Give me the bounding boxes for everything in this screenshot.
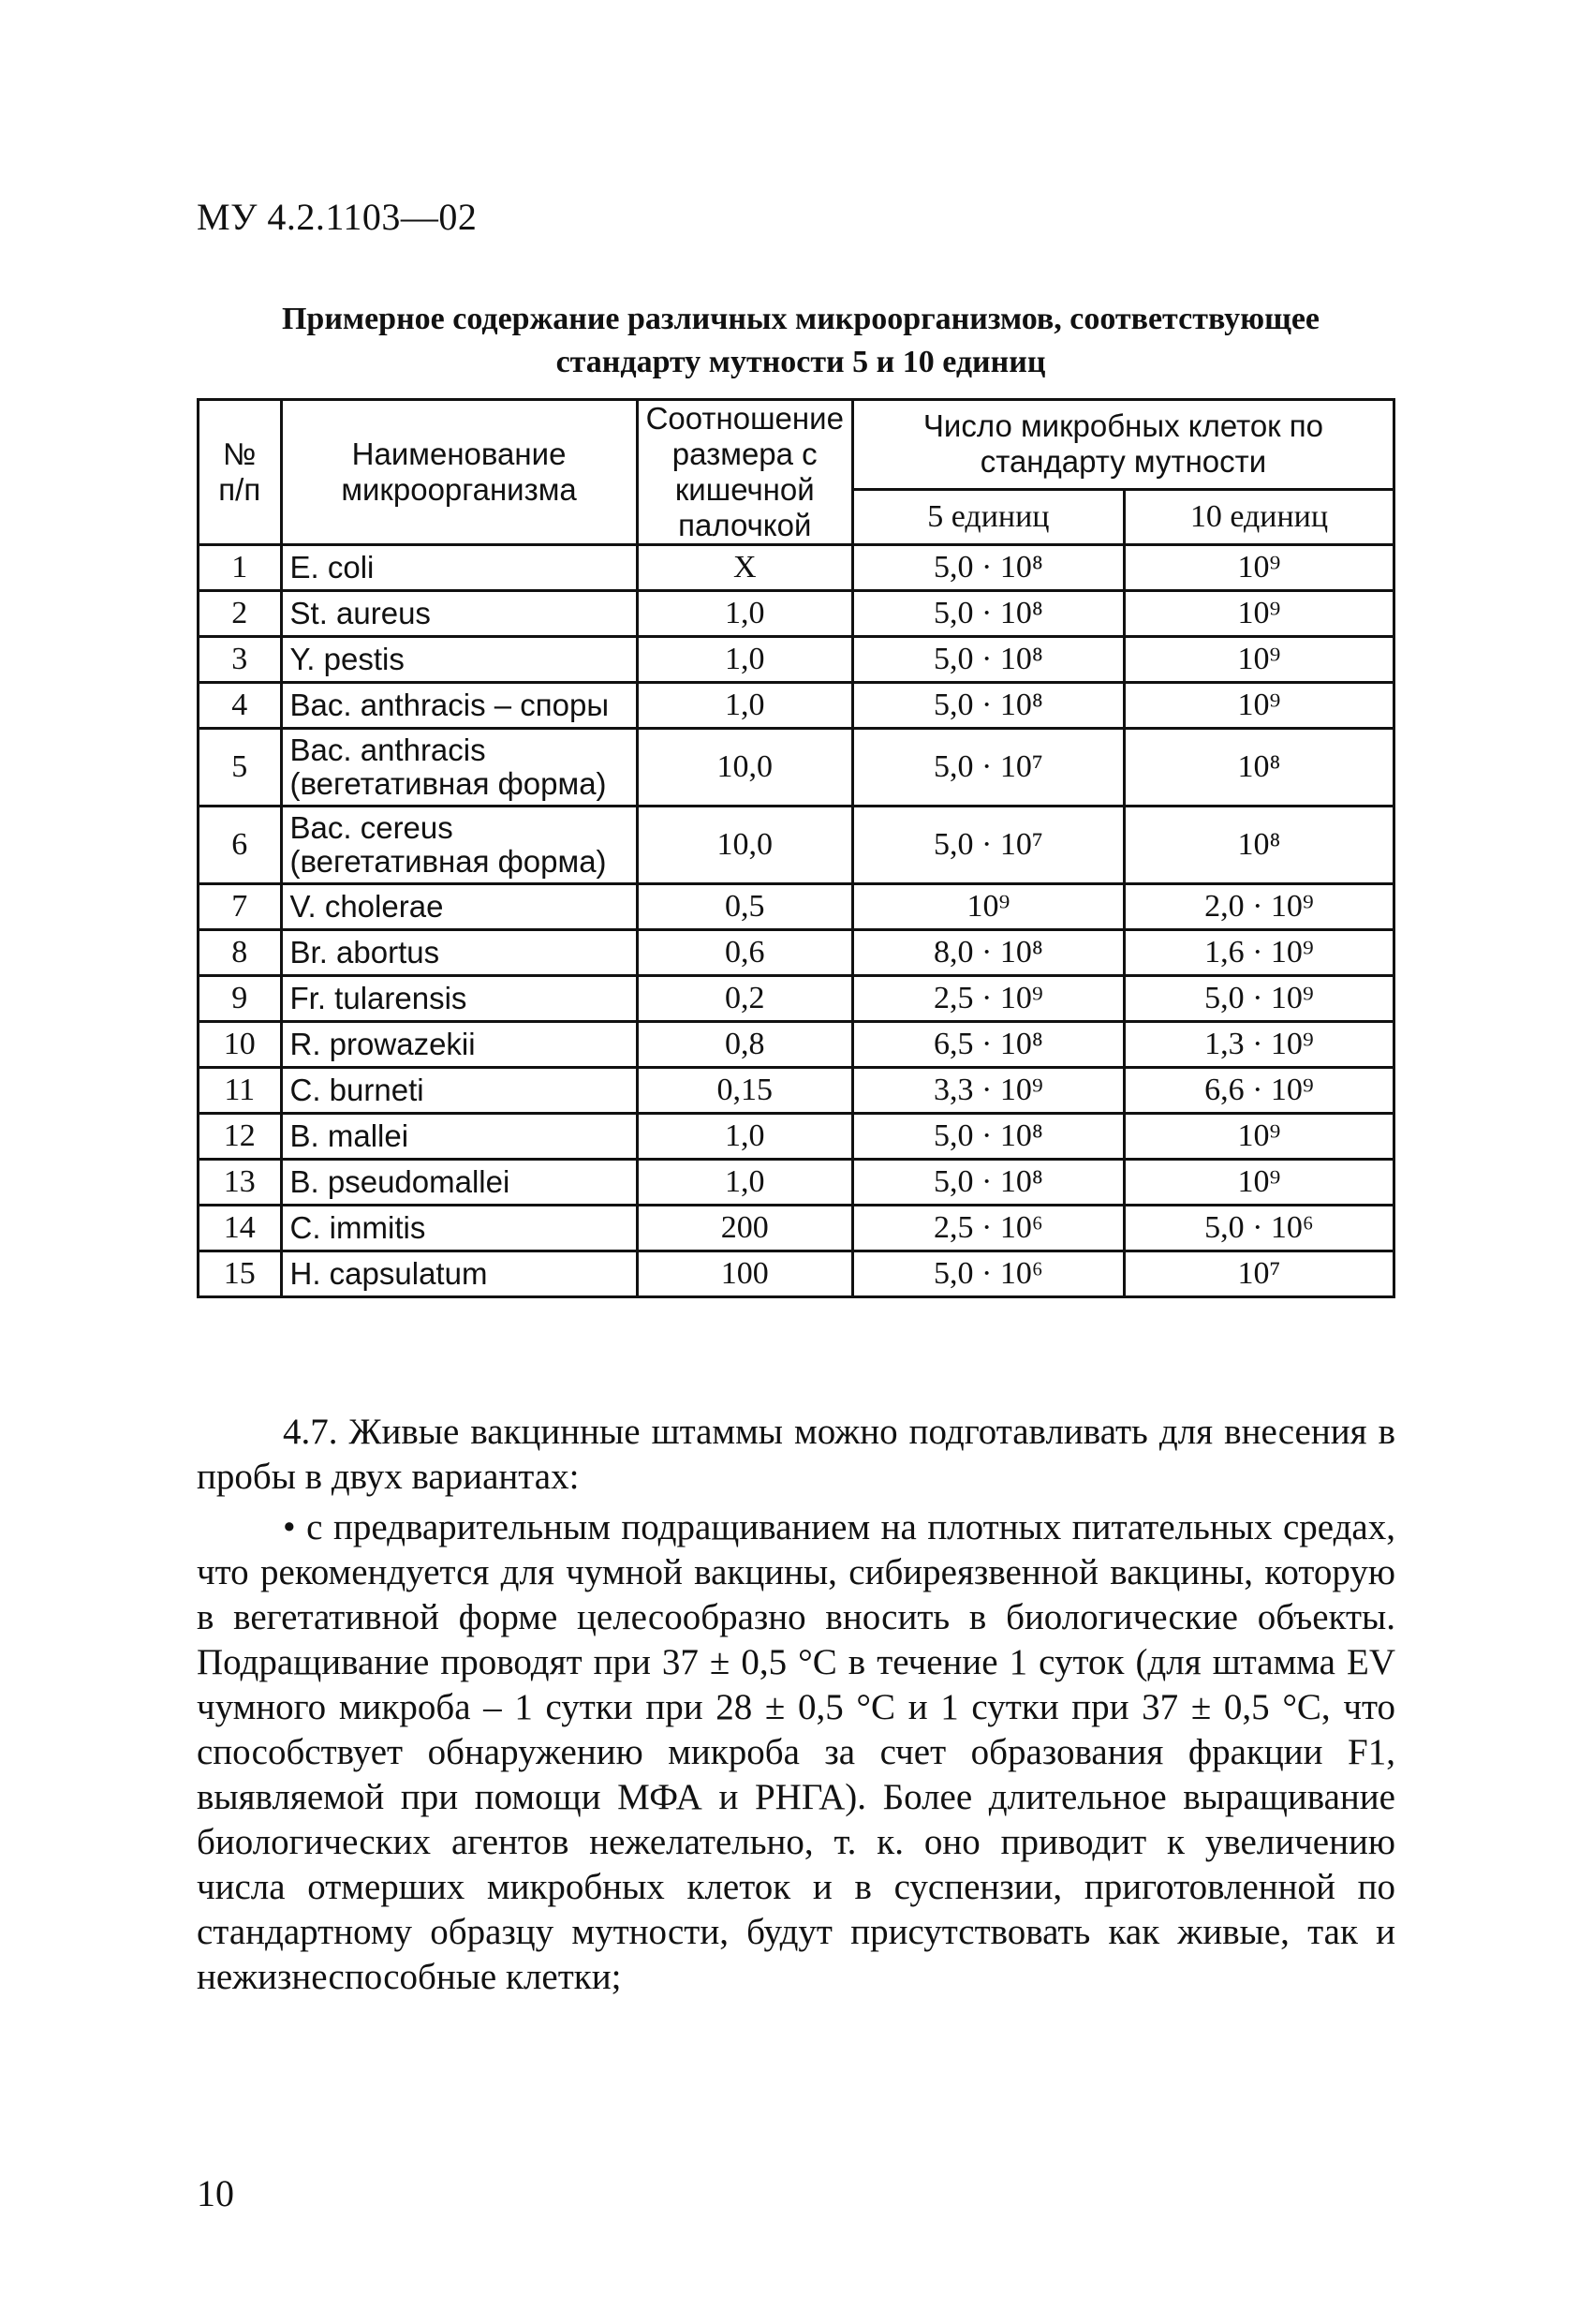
count-10-units: 5,0 · 10⁹ (1124, 976, 1394, 1022)
table-row (199, 637, 1394, 683)
header-5-units: 5 единиц (852, 489, 1124, 544)
size-ratio: 10,0 (637, 807, 852, 884)
body-text (197, 1410, 1395, 2006)
microorganism-name: B. mallei (281, 1114, 637, 1160)
table-row (199, 1160, 1394, 1206)
count-5-units: 5,0 · 10⁷ (852, 729, 1124, 807)
table-title-line1: Примерное содержание различных микроорганизмов, соответствующее (281, 302, 1320, 336)
table-row (199, 545, 1394, 591)
page-number: 10 (197, 2172, 234, 2214)
document-code: МУ 4.2.1103—02 (197, 196, 478, 238)
row-number: 3 (199, 637, 282, 683)
microorganism-name: St. aureus (281, 591, 637, 637)
microorganism-name: Bac. anthracis – споры (281, 683, 637, 729)
count-10-units: 10⁹ (1124, 637, 1394, 683)
table-row (199, 884, 1394, 930)
size-ratio: 0,6 (637, 930, 852, 976)
table-row (199, 1022, 1394, 1068)
microorganism-name: C. burneti (281, 1068, 637, 1114)
count-10-units: 6,6 · 10⁹ (1124, 1068, 1394, 1114)
row-number: 11 (199, 1068, 282, 1114)
count-10-units: 10⁹ (1124, 1160, 1394, 1206)
count-5-units: 5,0 · 10⁸ (852, 683, 1124, 729)
count-5-units: 2,5 · 10⁶ (852, 1206, 1124, 1251)
microorganism-name: V. cholerae (281, 884, 637, 930)
row-number: 1 (199, 545, 282, 591)
row-number: 4 (199, 683, 282, 729)
row-number: 8 (199, 930, 282, 976)
count-10-units: 10⁷ (1124, 1251, 1394, 1297)
microorganism-name: R. prowazekii (281, 1022, 637, 1068)
row-number: 7 (199, 884, 282, 930)
microorganism-name: H. capsulatum (281, 1251, 637, 1297)
microorganism-name: B. pseudomallei (281, 1160, 637, 1206)
count-10-units: 10⁹ (1124, 545, 1394, 591)
size-ratio: 0,8 (637, 1022, 852, 1068)
row-number: 10 (199, 1022, 282, 1068)
table-row (199, 683, 1394, 729)
table-title-line2: стандарту мутности 5 и 10 единиц (555, 345, 1046, 379)
row-number: 2 (199, 591, 282, 637)
microorganism-name (281, 807, 637, 884)
count-5-units: 5,0 · 10⁸ (852, 1160, 1124, 1206)
row-number: 13 (199, 1160, 282, 1206)
microorganism-name-line1: Bac. anthracis (289, 733, 486, 767)
row-number: 14 (199, 1206, 282, 1251)
count-10-units: 1,6 · 10⁹ (1124, 930, 1394, 976)
size-ratio: 0,5 (637, 884, 852, 930)
count-5-units: 10⁹ (852, 884, 1124, 930)
count-10-units: 2,0 · 10⁹ (1124, 884, 1394, 930)
microorganism-name: C. immitis (281, 1206, 637, 1251)
size-ratio: 0,15 (637, 1068, 852, 1114)
count-10-units: 5,0 · 10⁶ (1124, 1206, 1394, 1251)
microorganism-name (281, 729, 637, 807)
size-ratio: X (637, 545, 852, 591)
table-row (199, 1206, 1394, 1251)
size-ratio: 1,0 (637, 591, 852, 637)
table-title (197, 298, 1405, 384)
header-count: Число микробных клеток по стандарту мутности (852, 400, 1394, 490)
count-5-units: 6,5 · 10⁸ (852, 1022, 1124, 1068)
size-ratio: 1,0 (637, 1160, 852, 1206)
table-row (199, 729, 1394, 807)
count-10-units: 1,3 · 10⁹ (1124, 1022, 1394, 1068)
size-ratio: 100 (637, 1251, 852, 1297)
microorganism-name: E. coli (281, 545, 637, 591)
count-10-units: 10⁸ (1124, 807, 1394, 884)
header-10-units: 10 единиц (1124, 489, 1394, 544)
microorganism-table (197, 398, 1395, 1298)
count-5-units: 2,5 · 10⁹ (852, 976, 1124, 1022)
count-5-units: 5,0 · 10⁸ (852, 545, 1124, 591)
microorganism-name: Br. abortus (281, 930, 637, 976)
size-ratio: 1,0 (637, 683, 852, 729)
count-5-units: 5,0 · 10⁸ (852, 591, 1124, 637)
header-num: № п/п (199, 400, 282, 545)
row-number: 5 (199, 729, 282, 807)
table-row (199, 930, 1394, 976)
table-row (199, 1251, 1394, 1297)
table-body (199, 545, 1394, 1297)
count-10-units: 10⁹ (1124, 591, 1394, 637)
count-5-units: 3,3 · 10⁹ (852, 1068, 1124, 1114)
size-ratio: 1,0 (637, 637, 852, 683)
microorganism-name: Fr. tularensis (281, 976, 637, 1022)
row-number: 6 (199, 807, 282, 884)
size-ratio: 0,2 (637, 976, 852, 1022)
size-ratio: 1,0 (637, 1114, 852, 1160)
count-10-units: 10⁸ (1124, 729, 1394, 807)
header-name: Наименование микроорганизма (281, 400, 637, 545)
row-number: 9 (199, 976, 282, 1022)
table-row (199, 1114, 1394, 1160)
microorganism-name-line1: Bac. cereus (289, 810, 453, 845)
paragraph-4-7: 4.7. Живые вакцинные штаммы можно подготавливать для внесения в пробы в двух вариантах: (197, 1412, 1395, 1497)
count-5-units: 5,0 · 10⁸ (852, 1114, 1124, 1160)
paragraph-bullet: • с предварительным подращиванием на плотных питательных средах, что рекомендуется для чумной вакцины, сибиреязвенной вакцины, которую в вегетативной форме целесообразно вносить в биологические объекты. Подращивание проводят при 37 ± 0,5 °C в течение 1 суток (для штамма EV чумного микроба – 1 сутки при 28 ± 0,5 °C и 1 сутки при 37 ± 0,5 °C, что способствует обнаружению микроба за счет образования фракции F1, выявляемой при помощи МФА и РНГА). Более длительное выращивание биологических агентов нежелательно, т. к. оно приводит к увеличению числа отмерших микробных клеток и в суспензии, приготовленной по стандартному образцу мутности, будут присутствовать как живые, так и нежизнеспособные клетки; (197, 1507, 1395, 1997)
count-5-units: 5,0 · 10⁶ (852, 1251, 1124, 1297)
row-number: 12 (199, 1114, 282, 1160)
table-row (199, 807, 1394, 884)
table-row (199, 591, 1394, 637)
microorganism-name-line2: (вегетативная форма) (289, 844, 607, 879)
microorganism-name-line2: (вегетативная форма) (289, 766, 607, 801)
row-number: 15 (199, 1251, 282, 1297)
table-row (199, 1068, 1394, 1114)
count-5-units: 8,0 · 10⁸ (852, 930, 1124, 976)
microorganism-name: Y. pestis (281, 637, 637, 683)
table-row (199, 976, 1394, 1022)
header-ratio: Соотношение размера с кишечной палочкой (637, 400, 852, 545)
count-5-units: 5,0 · 10⁷ (852, 807, 1124, 884)
count-10-units: 10⁹ (1124, 1114, 1394, 1160)
size-ratio: 10,0 (637, 729, 852, 807)
count-5-units: 5,0 · 10⁸ (852, 637, 1124, 683)
size-ratio: 200 (637, 1206, 852, 1251)
count-10-units: 10⁹ (1124, 683, 1394, 729)
